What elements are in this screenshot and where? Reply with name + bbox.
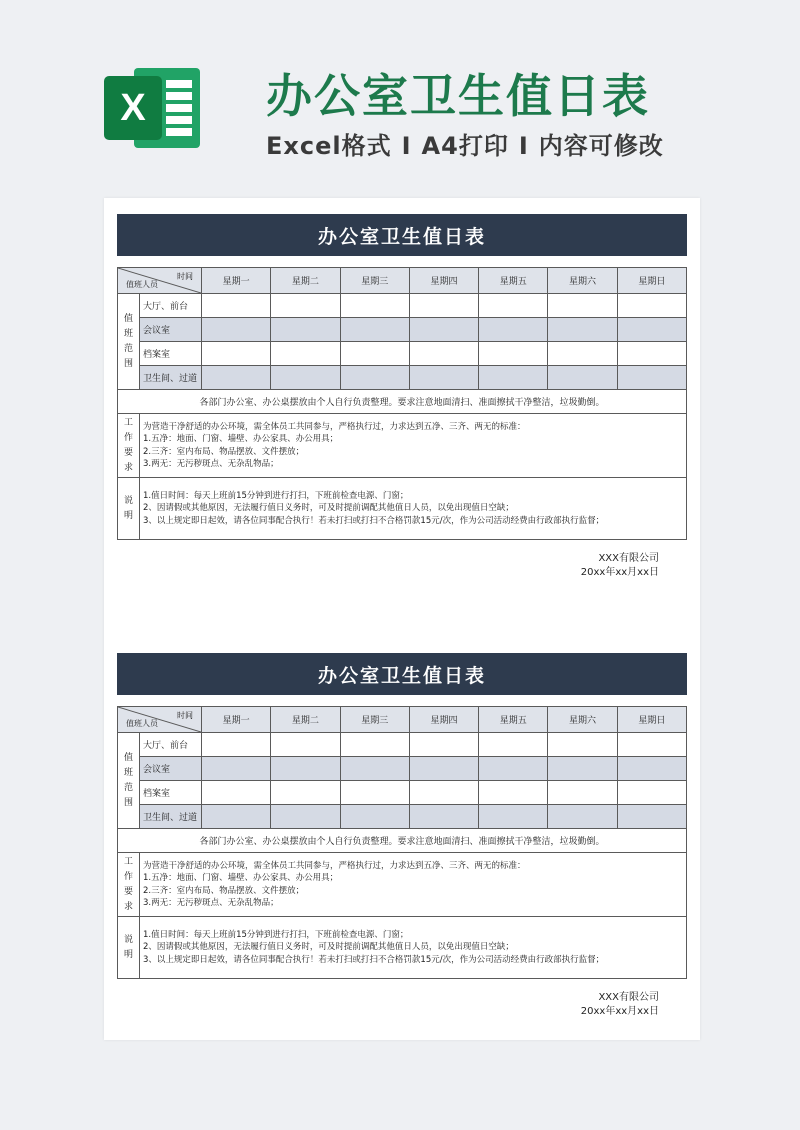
- day-header: 星期五: [479, 268, 548, 294]
- duty-cell[interactable]: [479, 294, 548, 318]
- area-label: 会议室: [140, 318, 202, 342]
- range-label-char: 班: [123, 767, 133, 778]
- subtitle-print: A4打印: [421, 132, 509, 160]
- duty-cell[interactable]: [617, 366, 686, 390]
- signature-block: [117, 991, 687, 1019]
- duty-cell[interactable]: [271, 366, 340, 390]
- area-label: 大厅、前台: [140, 733, 202, 757]
- table-row: [118, 805, 687, 829]
- table-row: [118, 366, 687, 390]
- explanation-label-char: 说: [123, 934, 133, 945]
- note-text: 各部门办公室、办公桌摆放由个人自行负责整理。要求注意地面清扫、准面擦拭干净整洁，垃圾勤倒。: [118, 829, 687, 853]
- range-label-char: 班: [123, 328, 133, 339]
- duty-cell[interactable]: [409, 733, 478, 757]
- duty-cell[interactable]: [548, 757, 617, 781]
- day-header: 星期三: [340, 707, 409, 733]
- duty-table: [117, 706, 687, 979]
- company-name: XXX有限公司: [598, 992, 659, 1003]
- table-row: [118, 318, 687, 342]
- table-header-row: [118, 707, 687, 733]
- area-label: 档案室: [140, 342, 202, 366]
- duty-cell[interactable]: [340, 805, 409, 829]
- duty-table: [117, 267, 687, 540]
- duty-cell[interactable]: [340, 733, 409, 757]
- table-row: [118, 781, 687, 805]
- duty-cell[interactable]: [617, 805, 686, 829]
- duty-cell[interactable]: [548, 805, 617, 829]
- explanation-line: 1.值日时间：每天上班前15分钟到进行打扫，下班前检查电源、门窗；: [143, 490, 409, 501]
- duty-cell[interactable]: [271, 318, 340, 342]
- corner-person-label: 值班人员: [126, 280, 158, 289]
- duty-cell[interactable]: [548, 366, 617, 390]
- duty-sheet: [117, 214, 687, 580]
- duty-cell[interactable]: [340, 318, 409, 342]
- range-label-char: 范: [123, 343, 133, 354]
- duty-cell[interactable]: [409, 805, 478, 829]
- company-name: XXX有限公司: [598, 553, 659, 564]
- note-text: 各部门办公室、办公桌摆放由个人自行负责整理。要求注意地面清扫、准面擦拭干净整洁，垃圾勤倒。: [118, 390, 687, 414]
- duty-cell[interactable]: [479, 781, 548, 805]
- requirements-text: [140, 414, 687, 478]
- duty-cell[interactable]: [479, 366, 548, 390]
- duty-cell[interactable]: [409, 294, 478, 318]
- duty-cell[interactable]: [271, 733, 340, 757]
- requirements-row: [118, 853, 687, 917]
- range-label-char: 值: [123, 752, 133, 763]
- requirements-label-char: 作: [123, 432, 133, 443]
- table-row: [118, 294, 687, 318]
- duty-cell[interactable]: [617, 342, 686, 366]
- day-header: 星期一: [202, 707, 271, 733]
- duty-cell[interactable]: [340, 342, 409, 366]
- duty-cell[interactable]: [548, 733, 617, 757]
- requirement-line: 为营造干净舒适的办公环境，需全体员工共同参与，严格执行过，力求达到五净、三齐、两无的标准：: [143, 421, 526, 432]
- duty-cell[interactable]: [202, 366, 271, 390]
- day-header: 星期五: [479, 707, 548, 733]
- area-label: 档案室: [140, 781, 202, 805]
- day-header: 星期二: [271, 707, 340, 733]
- requirement-line: 2.三齐：室内布局、物品摆放、文件摆放；: [143, 885, 305, 896]
- corner-time-label: 时间: [177, 711, 193, 720]
- duty-cell[interactable]: [340, 757, 409, 781]
- requirement-line: 3.两无：无污秽斑点、无杂乱物品；: [143, 898, 279, 908]
- duty-cell[interactable]: [202, 294, 271, 318]
- requirements-text: [140, 853, 687, 917]
- banner-title: 办公室卫生值日表: [266, 69, 650, 123]
- day-header: 星期六: [548, 268, 617, 294]
- duty-cell[interactable]: [202, 757, 271, 781]
- requirement-line: 1.五净：地面、门窗、墙壁、办公家具、办公用具；: [143, 434, 339, 444]
- table-row: [118, 733, 687, 757]
- duty-cell[interactable]: [548, 342, 617, 366]
- duty-cell[interactable]: [479, 805, 548, 829]
- duty-cell[interactable]: [271, 342, 340, 366]
- requirements-label: [118, 414, 140, 478]
- duty-cell[interactable]: [340, 366, 409, 390]
- duty-cell[interactable]: [271, 781, 340, 805]
- duty-cell[interactable]: [617, 757, 686, 781]
- range-label-char: 范: [123, 782, 133, 793]
- day-header: 星期三: [340, 268, 409, 294]
- area-label: 会议室: [140, 757, 202, 781]
- area-label: 卫生间、过道: [140, 366, 202, 390]
- duty-cell[interactable]: [409, 366, 478, 390]
- requirements-label-char: 求: [123, 462, 133, 473]
- explanation-text: [140, 478, 687, 540]
- subtitle-separator: I: [401, 132, 412, 160]
- requirements-label-char: 要: [123, 886, 133, 897]
- explanation-text: [140, 917, 687, 979]
- subtitle-format: Excel格式: [266, 132, 392, 160]
- explanation-line: 2、因请假或其他原因，无法履行值日义务时，可及时提前调配其他值日人员，以免出现值日空缺；: [143, 503, 514, 514]
- sheet-title: 办公室卫生值日表: [117, 653, 687, 695]
- duty-cell[interactable]: [479, 318, 548, 342]
- day-header: 星期四: [409, 268, 478, 294]
- sheet-title: 办公室卫生值日表: [117, 214, 687, 256]
- day-header: 星期六: [548, 707, 617, 733]
- banner-subtitle: [266, 126, 664, 161]
- explanation-line: 1.值日时间：每天上班前15分钟到进行打扫，下班前检查电源、门窗；: [143, 929, 409, 940]
- duty-cell[interactable]: [340, 294, 409, 318]
- requirement-line: 为营造干净舒适的办公环境，需全体员工共同参与，严格执行过，力求达到五净、三齐、两无的标准：: [143, 860, 526, 871]
- requirement-line: 2.三齐：室内布局、物品摆放、文件摆放；: [143, 446, 305, 457]
- duty-cell[interactable]: [617, 781, 686, 805]
- day-header: 星期四: [409, 707, 478, 733]
- duty-sheet: [117, 653, 687, 1019]
- explanation-line: 3、以上规定即日起效，请各位同事配合执行！若未打扫或打扫不合格罚款15元/次，作为公司活动经费由行政部执行监督；: [143, 954, 605, 965]
- duty-cell[interactable]: [340, 781, 409, 805]
- duty-cell[interactable]: [409, 757, 478, 781]
- table-row: [118, 342, 687, 366]
- sign-date: 20xx年xx月xx日: [580, 1006, 659, 1017]
- document-page: [104, 198, 700, 1040]
- duty-cell[interactable]: [409, 318, 478, 342]
- table-row: [118, 757, 687, 781]
- duty-cell[interactable]: [617, 318, 686, 342]
- explanation-line: 3、以上规定即日起效，请各位同事配合执行！若未打扫或打扫不合格罚款15元/次，作为公司活动经费由行政部执行监督；: [143, 515, 605, 526]
- explanation-label-char: 明: [123, 510, 133, 521]
- explanation-label: [118, 917, 140, 979]
- explanation-label-char: 明: [123, 949, 133, 960]
- explanation-row: [118, 478, 687, 540]
- duty-cell[interactable]: [479, 733, 548, 757]
- range-label: [118, 294, 140, 390]
- duty-cell[interactable]: [202, 733, 271, 757]
- requirements-label-char: 求: [123, 901, 133, 912]
- day-header: 星期一: [202, 268, 271, 294]
- duty-cell[interactable]: [548, 294, 617, 318]
- requirements-label-char: 工: [123, 417, 133, 428]
- area-label: 大厅、前台: [140, 294, 202, 318]
- day-header: 星期日: [617, 268, 686, 294]
- explanation-label-char: 说: [123, 495, 133, 506]
- requirement-line: 3.两无：无污秽斑点、无杂乱物品；: [143, 459, 279, 469]
- note-row: [118, 390, 687, 414]
- logo-letter: X: [120, 87, 146, 129]
- requirements-label-char: 要: [123, 447, 133, 458]
- requirements-label-char: 工: [123, 856, 133, 867]
- requirements-label: [118, 853, 140, 917]
- range-label-char: 值: [123, 313, 133, 324]
- duty-cell[interactable]: [202, 318, 271, 342]
- duty-cell[interactable]: [202, 805, 271, 829]
- corner-cell: [118, 268, 202, 294]
- subtitle-editable: 内容可修改: [538, 132, 664, 160]
- duty-cell[interactable]: [271, 805, 340, 829]
- day-header: 星期日: [617, 707, 686, 733]
- explanation-label: [118, 478, 140, 540]
- duty-cell[interactable]: [271, 294, 340, 318]
- range-label-char: 围: [123, 358, 133, 369]
- duty-cell[interactable]: [409, 342, 478, 366]
- requirement-line: 1.五净：地面、门窗、墙壁、办公家具、办公用具；: [143, 873, 339, 883]
- duty-cell[interactable]: [409, 781, 478, 805]
- area-label: 卫生间、过道: [140, 805, 202, 829]
- explanation-line: 2、因请假或其他原因，无法履行值日义务时，可及时提前调配其他值日人员，以免出现值日空缺；: [143, 942, 514, 953]
- duty-cell[interactable]: [617, 733, 686, 757]
- duty-cell[interactable]: [271, 757, 340, 781]
- range-label: [118, 733, 140, 829]
- duty-cell[interactable]: [479, 342, 548, 366]
- requirements-label-char: 作: [123, 871, 133, 882]
- duty-cell[interactable]: [548, 781, 617, 805]
- day-header: 星期二: [271, 268, 340, 294]
- subtitle-separator: I: [518, 132, 529, 160]
- duty-cell[interactable]: [548, 318, 617, 342]
- note-row: [118, 829, 687, 853]
- explanation-row: [118, 917, 687, 979]
- sign-date: 20xx年xx月xx日: [580, 567, 659, 578]
- duty-cell[interactable]: [479, 757, 548, 781]
- table-header-row: [118, 268, 687, 294]
- requirements-row: [118, 414, 687, 478]
- corner-person-label: 值班人员: [126, 719, 158, 728]
- excel-logo-icon: [104, 62, 204, 154]
- duty-cell[interactable]: [202, 342, 271, 366]
- duty-cell[interactable]: [202, 781, 271, 805]
- signature-block: [117, 552, 687, 580]
- corner-time-label: 时间: [177, 272, 193, 281]
- corner-cell: [118, 707, 202, 733]
- range-label-char: 围: [123, 797, 133, 808]
- duty-cell[interactable]: [617, 294, 686, 318]
